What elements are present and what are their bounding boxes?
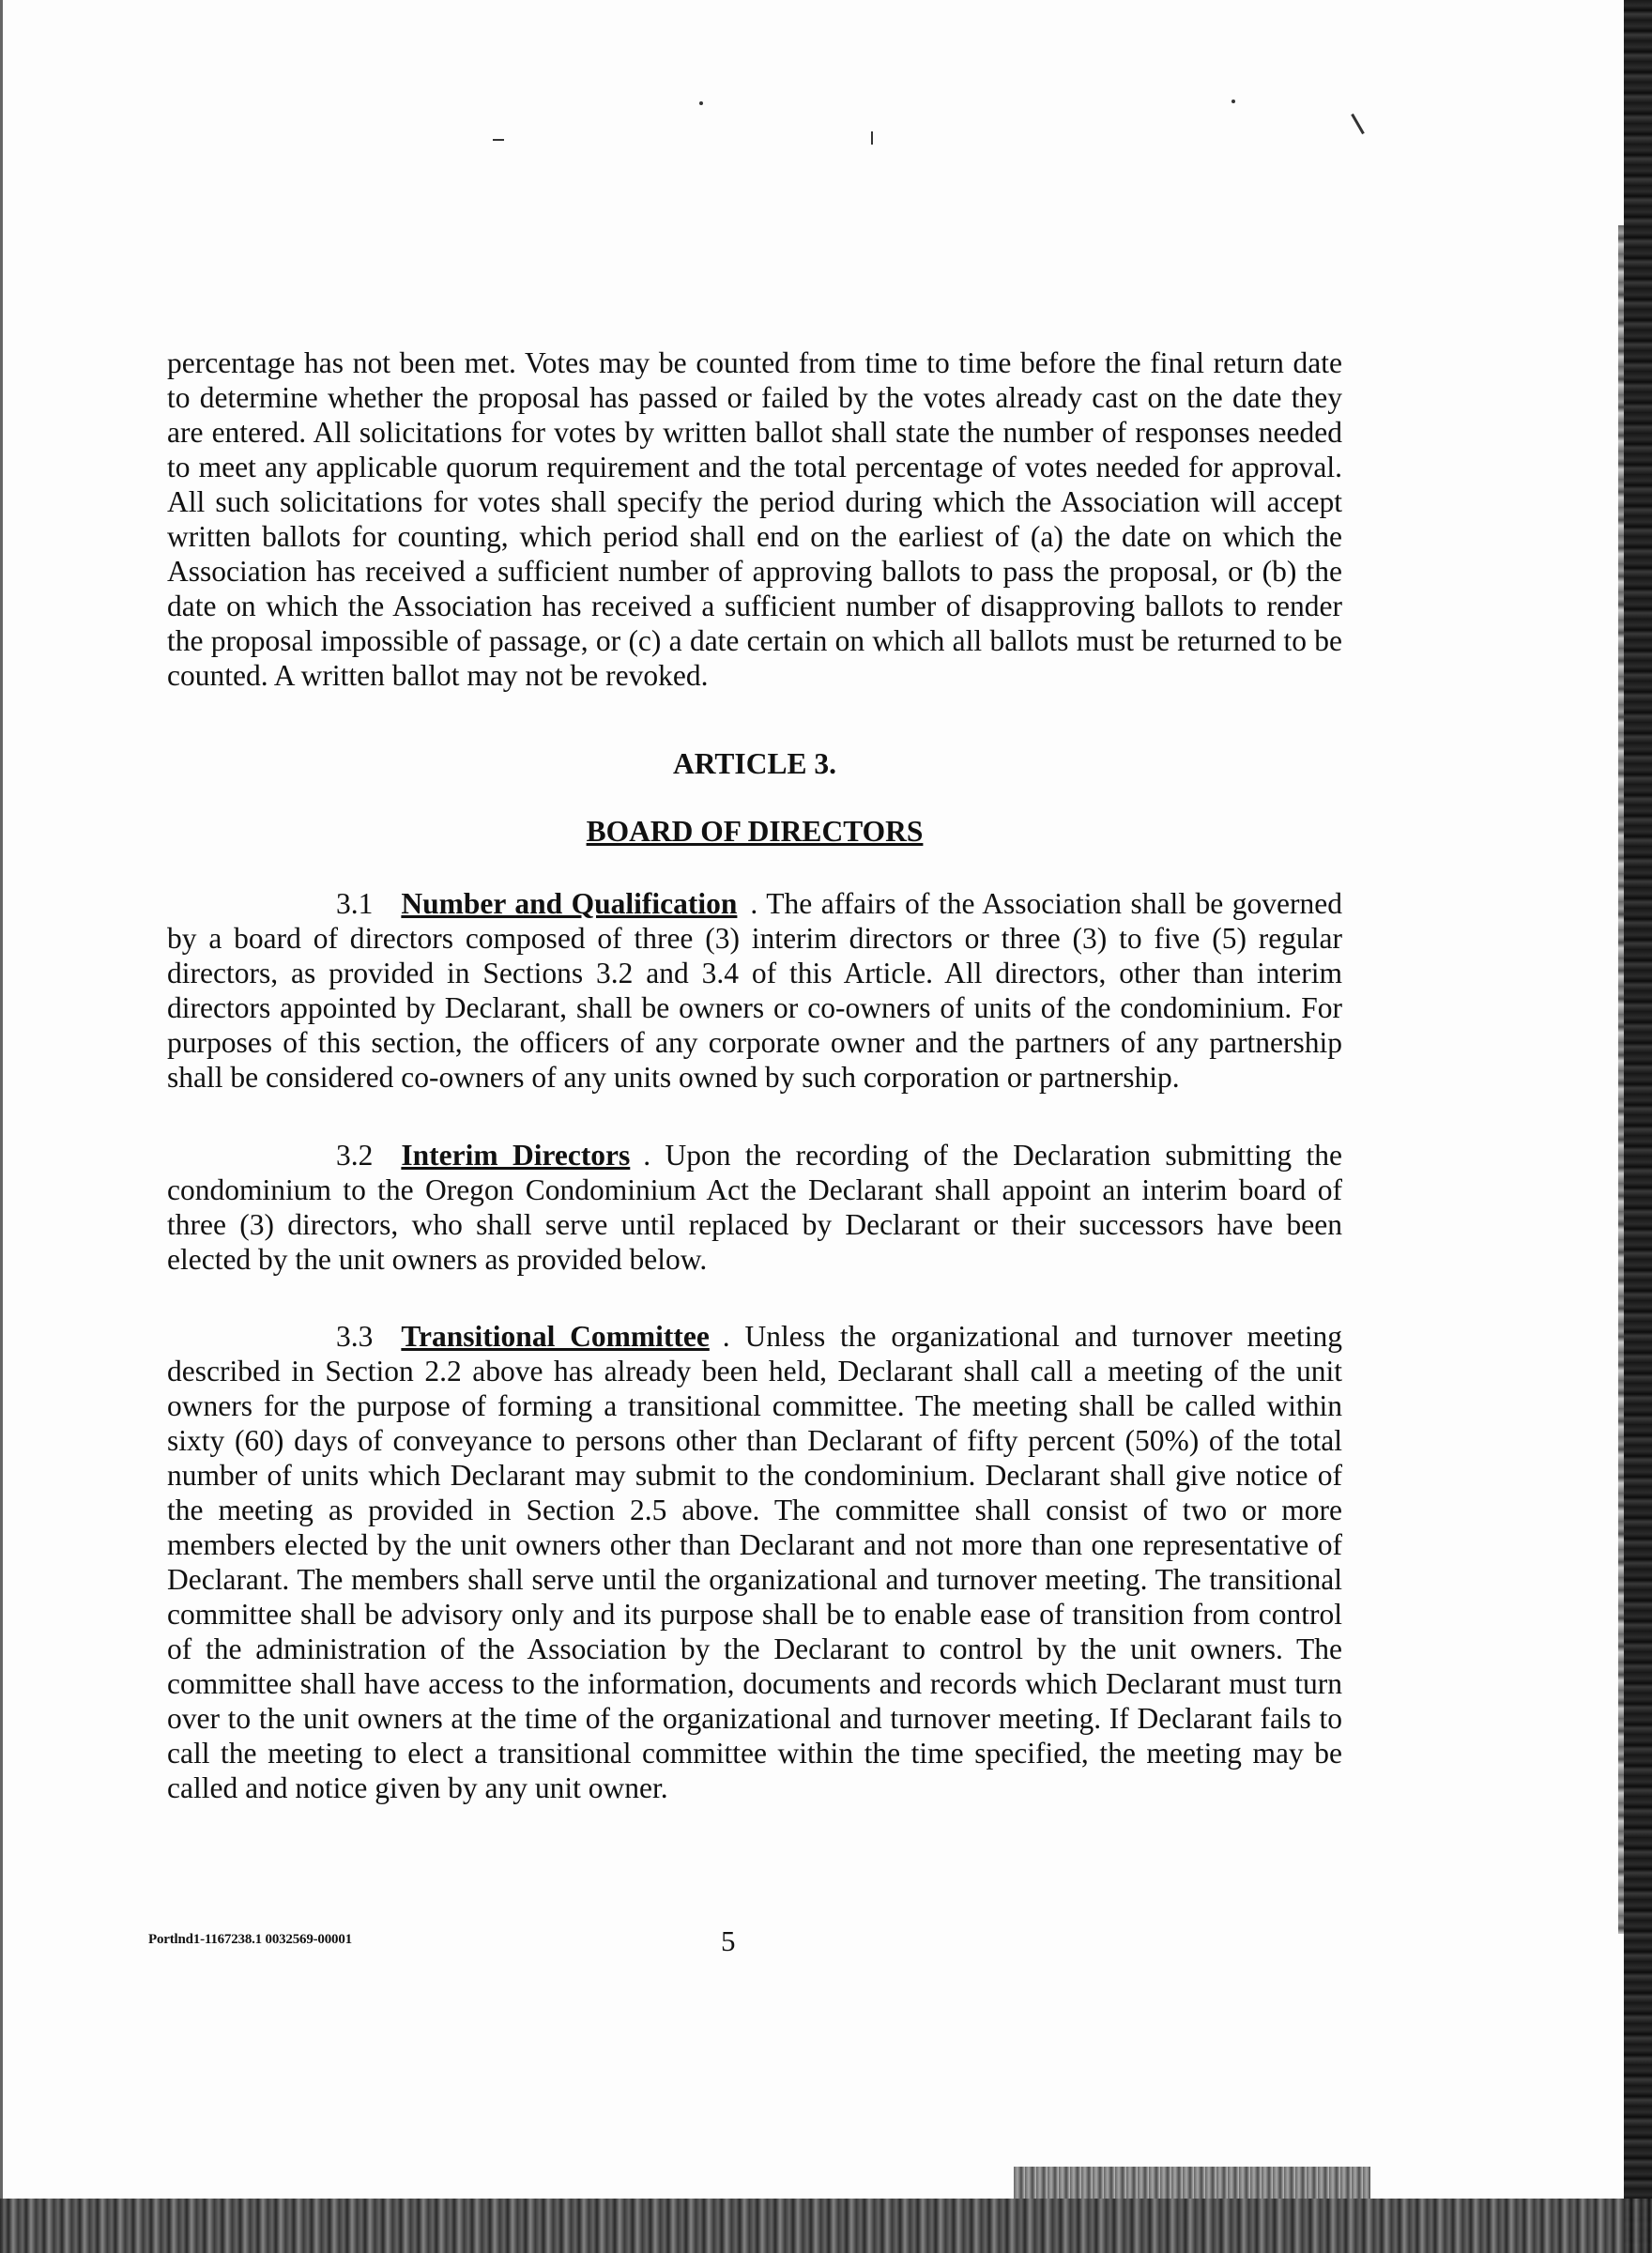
document-footer-id: Portlnd1-1167238.1 0032569-00001 [148, 1932, 352, 1947]
scan-edge-bottom [0, 2199, 1652, 2253]
scan-speck [1351, 114, 1365, 134]
section-title: Number and Qualification [401, 887, 738, 920]
section-body: Unless the organizational and turnover meeting described in Section 2.2 above has already been held, Declarant shall call a meeting of the unit owners for the purpose of forming a transitional committee. The meeting shall be called within sixty (60) days of conveyance to persons other than Declarant of fifty percent (50%) of the total number of units which Declarant may submit to the condominium. Declarant shall give notice of the meeting as provided in Section 2.5 above. The committee shall consist of two or more members elected by the unit owners other than Declarant and not more than one representative of Declarant. The members shall serve until the organizational and turnover meeting. The transitional committee shall be advisory only and its purpose shall be to enable ease of transition from control of the administration of the Association by the Declarant to control by the unit owners. The committee shall have access to the information, documents and records which Declarant must turn over to the unit owners at the time of the organizational and turnover meeting. If Declarant fails to call the meeting to elect a transitional committee within the time specified, the meeting may be called and notice given by any unit owner. [167, 1320, 1342, 1804]
section-3-2: 3.2 Interim Directors . Upon the recording of the Declaration submitting the condominium to the Oregon Condominium Act the Declarant shall appoint an interim board of three (3) directors, who shall serve until replaced by Declarant or their successors have been elected by the unit owners as provided below. [167, 1139, 1342, 1276]
scan-speck [1231, 100, 1235, 103]
top-paragraph: percentage has not been met. Votes may be counted from time to time before the final return date to determine whether the proposal has passed or failed by the votes already cast on the date they are entered. All solicitations for votes by written ballot shall state the number of responses needed to meet any applicable quorum requirement and the total percentage of votes needed for approval. All such solicitations for votes shall specify the period during which the Association will accept written ballots for counting, which period shall end on the earliest of (a) the date on which the Association has received a sufficient number of approving ballots to pass the proposal, or (b) the date on which the Association has received a sufficient number of disapproving ballots to render the proposal impossible of passage, or (c) a date certain on which all ballots must be returned to be counted. A written ballot may not be revoked. [167, 346, 1342, 692]
section-body: The affairs of the Association shall be governed by a board of directors composed of three (3) interim directors or three (3) to five (5) regular directors, as provided in Sections 3.2 and 3.4 of this Article. All directors, other than interim directors appointed by Declarant, shall be owners or co-owners of units of the condominium. For purposes of this section, the officers of any corporate owner and the partners of any partnership shall be considered co-owners of any units owned by such corporation or partnership. [167, 887, 1342, 1094]
scan-speck [871, 131, 873, 145]
page-number: 5 [721, 1924, 736, 1957]
section-title: Interim Directors [401, 1139, 631, 1172]
section-number: 3.2 [336, 1139, 374, 1172]
section-number: 3.3 [336, 1320, 374, 1353]
scan-shadow-right [1618, 225, 1624, 1934]
section-title: Transitional Committee [401, 1320, 710, 1353]
article-title: BOARD OF DIRECTORS [586, 815, 924, 848]
scan-edge-left [0, 0, 3, 2253]
article-heading: ARTICLE 3. [673, 747, 836, 780]
scan-artifact-bottom [1014, 2167, 1370, 2199]
scan-speck [493, 139, 504, 141]
section-number: 3.1 [336, 887, 374, 920]
section-body: Upon the recording of the Declaration submitting the condominium to the Oregon Condominium Act the Declarant shall appoint an interim board of three (3) directors, who shall serve until replaced by Declarant or their successors have been elected by the unit owners as provided below. [167, 1139, 1342, 1276]
scan-edge-right [1624, 0, 1652, 2253]
section-3-3: 3.3 Transitional Committee . Unless the organizational and turnover meeting described in Section 2.2 above has already been held, Declarant shall call a meeting of the unit owners for the purpose of forming a transitional committee. The meeting shall be called within sixty (60) days of conveyance to persons other than Declarant of fifty percent (50%) of the total number of units which Declarant may submit to the condominium. Declarant shall give notice of the meeting as provided in Section 2.5 above. The committee shall consist of two or more members elected by the unit owners other than Declarant and not more than one representative of Declarant. The members shall serve until the organizational and turnover meeting. The transitional committee shall be advisory only and its purpose shall be to enable ease of transition from control of the administration of the Association by the Declarant to control by the unit owners. The committee shall have access to the information, documents and records which Declarant must turn over to the unit owners at the time of the organizational and turnover meeting. If Declarant fails to call the meeting to elect a transitional committee within the time specified, the meeting may be called and notice given by any unit owner. [167, 1320, 1342, 1804]
scan-speck [699, 101, 703, 105]
section-3-1: 3.1 Number and Qualification . The affairs of the Association shall be governed by a board of directors composed of three (3) interim directors or three (3) to five (5) regular directors, as provided in Sections 3.2 and 3.4 of this Article. All directors, other than interim directors appointed by Declarant, shall be owners or co-owners of units of the condominium. For purposes of this section, the officers of any corporate owner and the partners of any partnership shall be considered co-owners of any units owned by such corporation or partnership. [167, 887, 1342, 1094]
